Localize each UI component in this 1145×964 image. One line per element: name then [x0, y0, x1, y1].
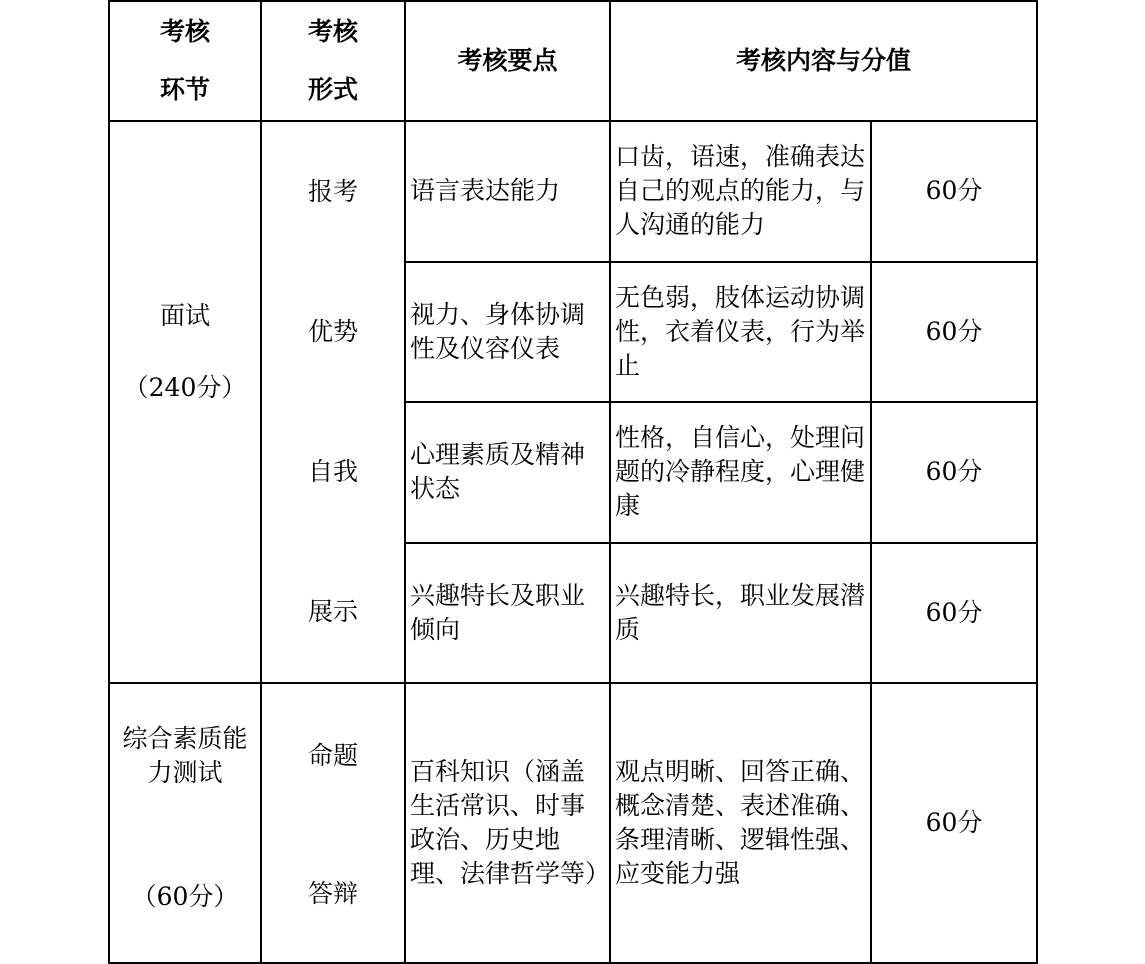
content-cell: 性格，自信心，处理问题的冷静程度，心理健康: [610, 402, 871, 543]
form-word: 命题: [307, 741, 358, 770]
assessment-table: [108, 0, 1038, 964]
table-row: [109, 121, 1037, 262]
header-stage: 考核 环节: [109, 1, 261, 121]
interview-stage-score: （240分）: [123, 373, 247, 402]
score-cell: 60分: [871, 402, 1037, 543]
header-form: 考核 形式: [261, 1, 405, 121]
score-cell: 60分: [871, 683, 1037, 963]
aptitude-forms-cell: [261, 683, 405, 963]
form-word: 报考: [307, 177, 358, 206]
content-cell: 无色弱，肢体运动协调性，衣着仪表，行为举止: [610, 262, 871, 403]
header-key-points: 考核要点: [405, 1, 610, 121]
key-point-cell: 心理素质及精神状态: [405, 402, 610, 543]
interview-forms-cell: [261, 121, 405, 683]
score-cell: 60分: [871, 543, 1037, 684]
content-cell: 观点明晰、回答正确、概念清楚、表述准确、条理清晰、逻辑性强、应变能力强: [610, 683, 871, 963]
interview-stage-cell: [109, 121, 261, 683]
aptitude-stage-label: 综合素质能力测试: [122, 724, 248, 787]
key-point-cell: 百科知识（涵盖生活常识、时事政治、历史地理、法律哲学等）: [405, 683, 610, 963]
header-row: [109, 1, 1037, 121]
key-point-cell: 语言表达能力: [405, 121, 610, 262]
interview-stage-label: 面试: [159, 301, 210, 330]
form-word: 优势: [307, 317, 358, 346]
score-cell: 60分: [871, 262, 1037, 403]
key-point-cell: 视力、身体协调性及仪容仪表: [405, 262, 610, 403]
form-word: 自我: [307, 457, 358, 486]
content-cell: 兴趣特长，职业发展潜质: [610, 543, 871, 684]
form-word: 展示: [307, 597, 358, 626]
form-word: 答辩: [307, 879, 358, 908]
key-point-cell: 兴趣特长及职业倾向: [405, 543, 610, 684]
content-cell: 口齿，语速，准确表达自己的观点的能力，与人沟通的能力: [610, 121, 871, 262]
header-content-score: 考核内容与分值: [610, 1, 1037, 121]
aptitude-stage-cell: [109, 683, 261, 963]
score-cell: 60分: [871, 121, 1037, 262]
aptitude-stage-score: （60分）: [131, 882, 239, 911]
table-row: [109, 683, 1037, 963]
